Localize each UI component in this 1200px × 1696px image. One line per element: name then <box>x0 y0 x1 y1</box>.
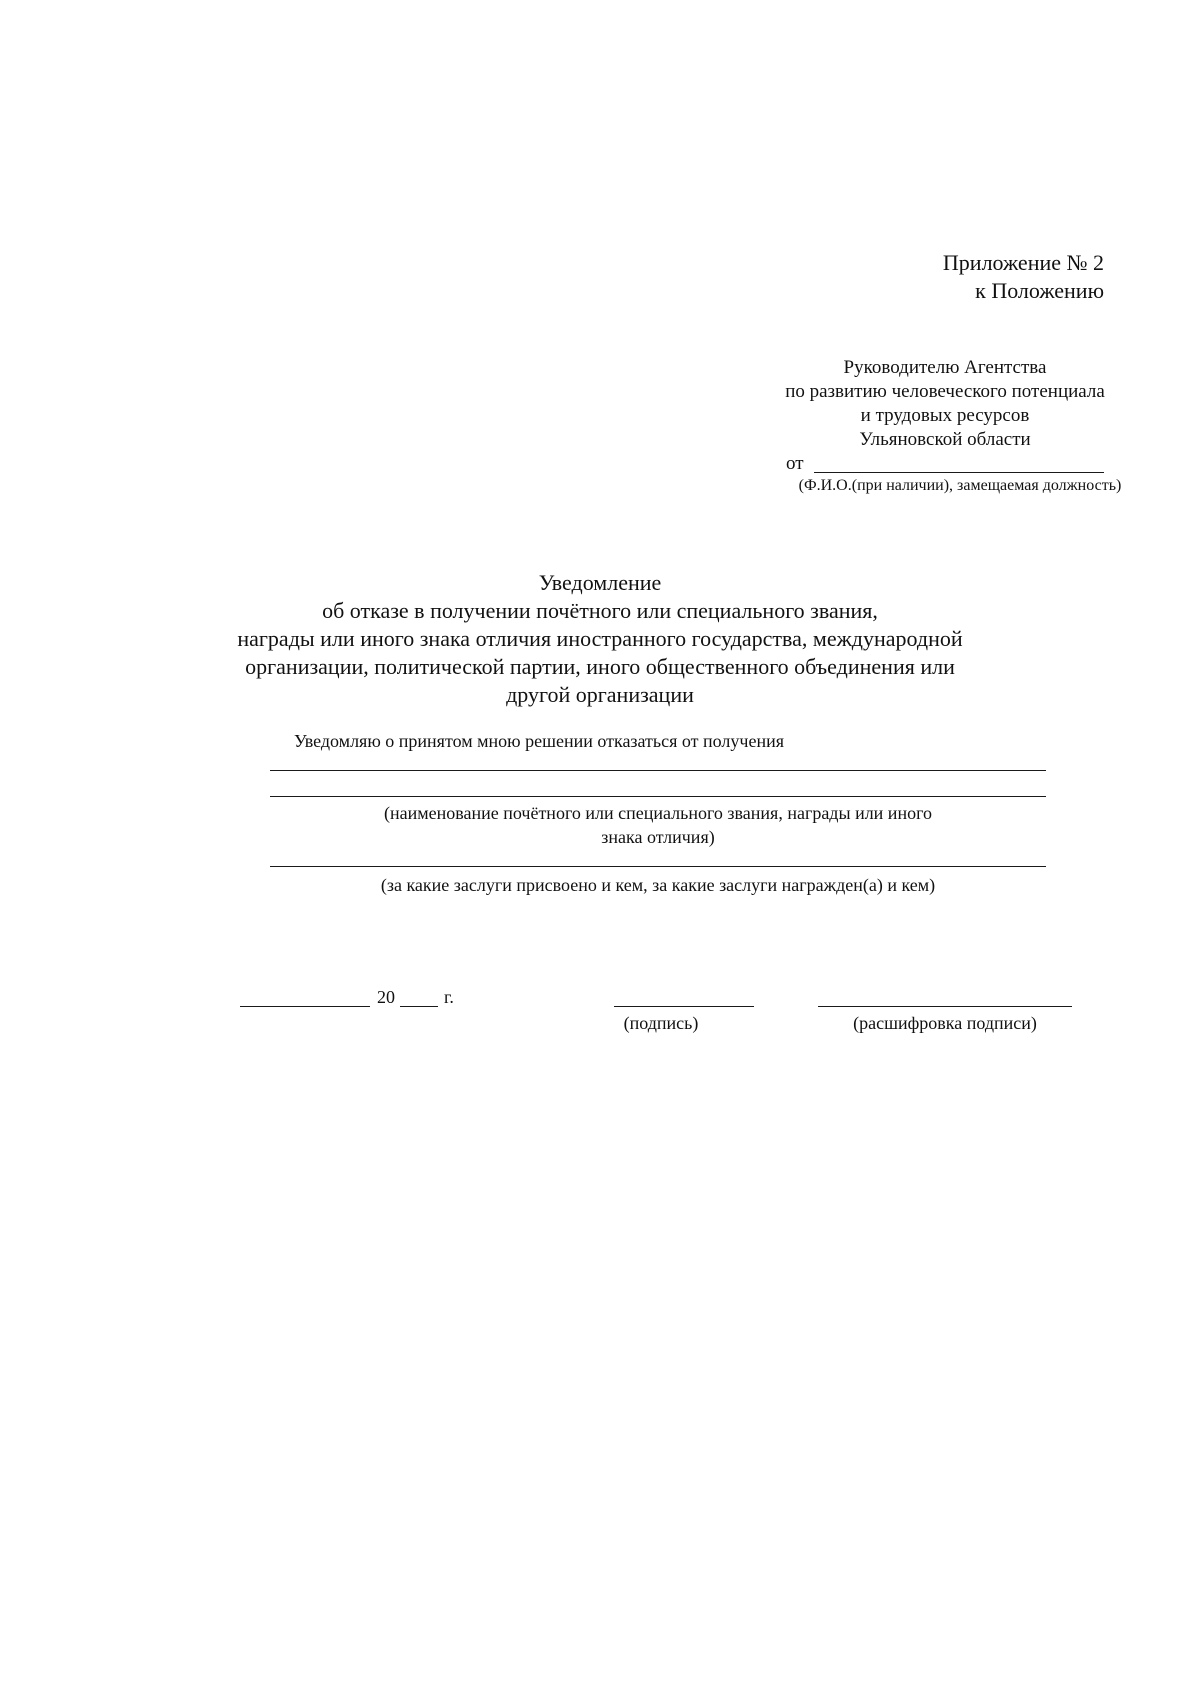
document-subtitle-line-4: другой организации <box>506 682 694 707</box>
addressee-line-2: по развитию человеческого потенциала <box>785 381 1105 402</box>
signature-fill-line[interactable] <box>614 1006 754 1007</box>
date-fill-line[interactable] <box>240 1006 370 1007</box>
decoding-hint: (расшифровка подписи) <box>853 1013 1037 1033</box>
from-hint: (Ф.И.О.(при наличии), замещаемая должность) <box>798 477 1122 494</box>
merit-hint: (за какие заслуги присвоено и кем, за какие заслуги награжден(а) и кем) <box>380 875 936 895</box>
addressee-line-3: и трудовых ресурсов <box>860 405 1030 426</box>
signature-hint: (подпись) <box>623 1013 699 1033</box>
appendix-number: Приложение № 2 <box>942 250 1104 275</box>
merit-fill-line[interactable] <box>270 866 1046 867</box>
year-suffix: г. <box>444 987 454 1007</box>
from-fill-line[interactable] <box>814 472 1104 473</box>
document-subtitle-line-3: организации, политической партии, иного общественного объединения или <box>245 654 955 679</box>
appendix-reference: к Положению <box>975 278 1104 303</box>
document-title: Уведомление <box>538 570 662 595</box>
decoding-fill-line[interactable] <box>818 1006 1072 1007</box>
year-prefix: 20 <box>377 987 395 1007</box>
addressee-line-1: Руководителю Агентства <box>843 357 1047 378</box>
award-hint-line-2: знака отличия) <box>601 827 715 847</box>
document-subtitle-line-2: награды или иного знака отличия иностранного государства, международной <box>237 626 963 651</box>
award-hint-line-1: (наименование почётного или специального звания, награды или иного <box>383 803 933 823</box>
award-fill-line-2[interactable] <box>270 796 1046 797</box>
from-label: от <box>786 453 804 474</box>
year-fill-line[interactable] <box>400 1006 438 1007</box>
intro-text: Уведомляю о принятом мною решении отказаться от получения <box>294 731 784 751</box>
award-fill-line-1[interactable] <box>270 770 1046 771</box>
document-subtitle-line-1: об отказе в получении почётного или специального звания, <box>322 598 878 623</box>
addressee-line-4: Ульяновской области <box>859 429 1031 450</box>
